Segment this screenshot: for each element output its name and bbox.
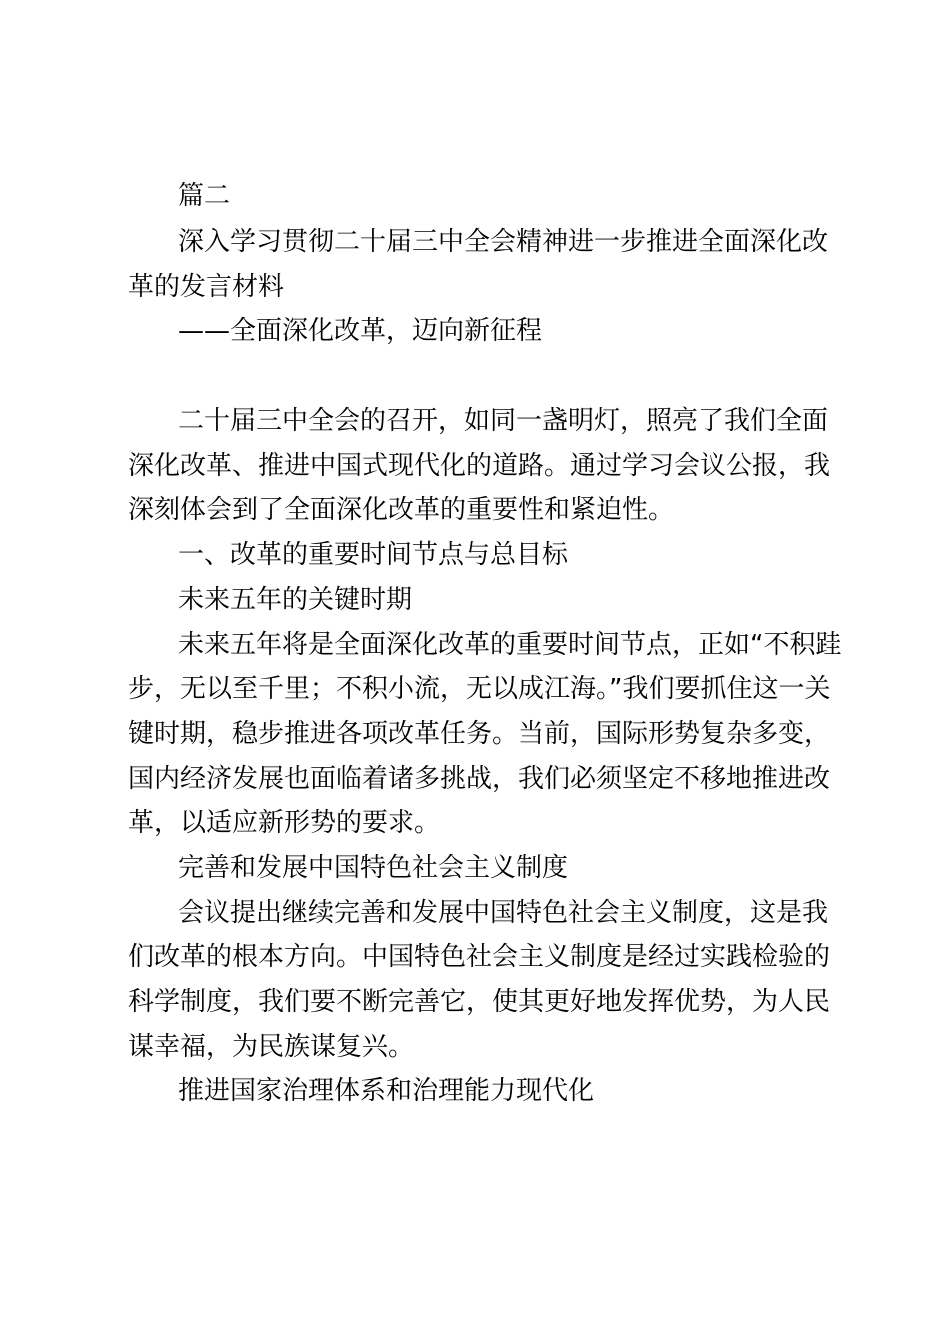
intro-line: 二十届三中全会的召开，如同一盏明灯，照亮了我们全面 xyxy=(178,406,829,436)
paragraph-line: 科学制度，我们要不断完善它，使其更好地发挥优势，为人民 xyxy=(128,987,831,1017)
paragraph-line: 会议提出继续完善和发展中国特色社会主义制度，这是我 xyxy=(178,898,829,928)
paragraph-line: 步，无以至千里；不积小流，无以成江海。”我们要抓住这一关 xyxy=(128,674,831,704)
document-subtitle: ——全面深化改革，迈向新征程 xyxy=(178,316,543,346)
subsection-heading: 完善和发展中国特色社会主义制度 xyxy=(178,853,569,883)
document-title-line-2: 革的发言材料 xyxy=(128,272,285,302)
document-label: 篇二 xyxy=(178,181,231,211)
document-title-line-1: 深入学习贯彻二十届三中全会精神进一步推进全面深化改 xyxy=(178,227,829,257)
paragraph-line: 未来五年将是全面深化改革的重要时间节点，正如“不积跬 xyxy=(178,630,842,660)
subsection-heading: 未来五年的关键时期 xyxy=(178,585,413,615)
paragraph-line: 谋幸福，为民族谋复兴。 xyxy=(128,1032,415,1062)
paragraph-line: 们改革的根本方向。中国特色社会主义制度是经过实践检验的 xyxy=(128,942,831,972)
intro-line: 深刻体会到了全面深化改革的重要性和紧迫性。 xyxy=(128,495,675,525)
subsection-heading: 推进国家治理体系和治理能力现代化 xyxy=(178,1076,595,1106)
paragraph-line: 革，以适应新形势的要求。 xyxy=(128,808,441,838)
paragraph-line: 国内经济发展也面临着诸多挑战，我们必须坚定不移地推进改 xyxy=(128,764,831,794)
paragraph-line: 键时期，稳步推进各项改革任务。当前，国际形势复杂多变， xyxy=(128,719,831,749)
intro-line: 深化改革、推进中国式现代化的道路。通过学习会议公报，我 xyxy=(128,451,831,481)
section-heading: 一、改革的重要时间节点与总目标 xyxy=(178,540,569,570)
